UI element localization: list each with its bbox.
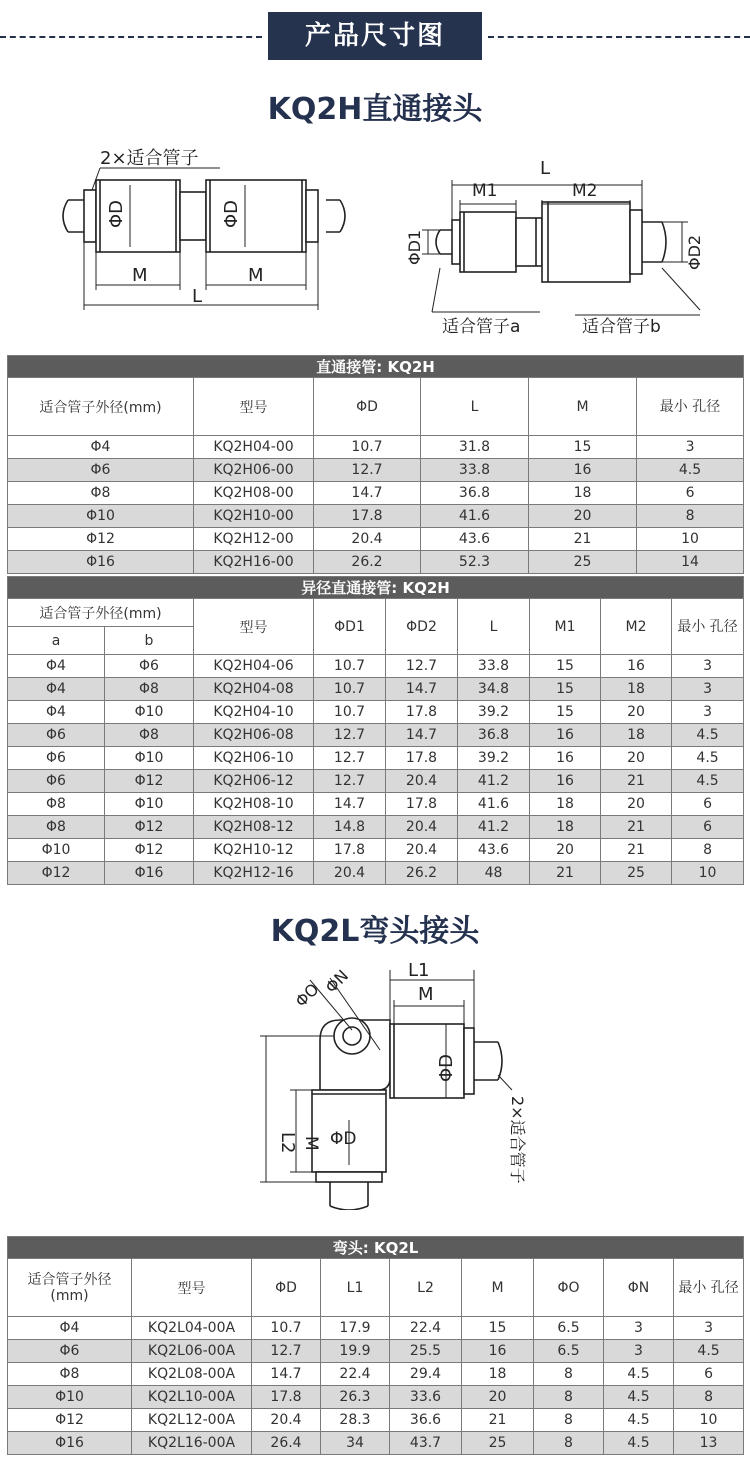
- table1-header-1: 型号: [194, 378, 314, 436]
- diagram1-m-label-right: M: [248, 265, 264, 286]
- diagram3-o-label: ΦO: [291, 979, 323, 1011]
- table-cell: Φ10: [105, 793, 194, 816]
- table-cell: 6: [674, 1363, 744, 1386]
- table-cell: 36.8: [458, 724, 530, 747]
- table2-header-b: b: [105, 627, 194, 655]
- table-cell: 21: [601, 839, 672, 862]
- table-cell: 14.7: [314, 482, 421, 505]
- table-cell: 4.5: [604, 1363, 674, 1386]
- table-cell: 20: [601, 793, 672, 816]
- table-cell: KQ2H08-00: [194, 482, 314, 505]
- table-cell: 15: [462, 1317, 534, 1340]
- table-cell: 39.2: [458, 701, 530, 724]
- diagram3-d-bottom-label: ΦD: [330, 1129, 357, 1149]
- table-cell: Φ10: [105, 701, 194, 724]
- table-cell: Φ8: [8, 1363, 132, 1386]
- table-cell: 14.7: [386, 724, 458, 747]
- table3-header-7: ΦN: [604, 1259, 674, 1317]
- table3-header-5: M: [462, 1259, 534, 1317]
- table-cell: KQ2H06-08: [194, 724, 314, 747]
- table-cell: 15: [530, 655, 601, 678]
- table-cell: 43.6: [458, 839, 530, 862]
- section-banner: [0, 0, 750, 76]
- table-cell: Φ12: [8, 1409, 132, 1432]
- table2-header-0: 型号: [194, 599, 314, 655]
- table-cell: 18: [529, 482, 637, 505]
- table-cell: 26.2: [314, 551, 421, 574]
- table-cell: 3: [672, 655, 744, 678]
- table3-header-0: 适合管子外径 (mm): [8, 1259, 132, 1317]
- table-cell: 20.4: [314, 862, 386, 885]
- table-cell: KQ2L06-00A: [132, 1340, 252, 1363]
- table-cell: 8: [674, 1386, 744, 1409]
- diagram2-m1-label: M1: [472, 181, 498, 201]
- table-cell: 20.4: [386, 770, 458, 793]
- table-cell: 21: [601, 816, 672, 839]
- table-cell: 18: [462, 1363, 534, 1386]
- table-cell: 16: [530, 724, 601, 747]
- table-row: [8, 1432, 744, 1455]
- table-cell: 21: [529, 528, 637, 551]
- table-cell: 17.8: [252, 1386, 321, 1409]
- table-cell: 4.5: [672, 724, 744, 747]
- table-cell: 8: [534, 1409, 604, 1432]
- table-cell: Φ16: [8, 551, 194, 574]
- table1-header-5: 最小 孔径: [637, 378, 744, 436]
- table1-header-3: L: [421, 378, 529, 436]
- table-row: [8, 1386, 744, 1409]
- table-cell: 26.2: [386, 862, 458, 885]
- diagram3-d-right-label: ΦD: [436, 1053, 457, 1082]
- diagram3-tube-label: 2×适合管子: [508, 1096, 527, 1184]
- table-cell: 8: [637, 505, 744, 528]
- table-cell: 20: [462, 1386, 534, 1409]
- table-cell: 6.5: [534, 1340, 604, 1363]
- table-row: [8, 701, 744, 724]
- table-cell: 15: [530, 678, 601, 701]
- table-cell: Φ16: [105, 862, 194, 885]
- table1-header-0: 适合管子外径(mm): [8, 378, 194, 436]
- table-cell: 4.5: [604, 1386, 674, 1409]
- table-cell: 21: [601, 770, 672, 793]
- diagram3-l1-label: L1: [408, 960, 430, 981]
- table3-header-4: L2: [390, 1259, 462, 1317]
- kq2h-heading: KQ2H直通接头: [267, 92, 483, 127]
- table-cell: KQ2H04-06: [194, 655, 314, 678]
- table-cell: 13: [674, 1432, 744, 1455]
- table-cell: 22.4: [321, 1363, 390, 1386]
- table2-header-5: M2: [601, 599, 672, 655]
- table-cell: KQ2H08-10: [194, 793, 314, 816]
- diagram1-m-label-left: M: [132, 265, 148, 286]
- table-cell: KQ2H06-12: [194, 770, 314, 793]
- table-cell: KQ2H04-00: [194, 436, 314, 459]
- table-cell: 16: [530, 747, 601, 770]
- diagram2-d2-label: ΦD2: [685, 234, 704, 270]
- table-cell: 34: [321, 1432, 390, 1455]
- table-row: [8, 1340, 744, 1363]
- table-cell: Φ8: [105, 724, 194, 747]
- table-row: [8, 839, 744, 862]
- table-cell: 26.4: [252, 1432, 321, 1455]
- table-cell: 10: [674, 1409, 744, 1432]
- table-cell: KQ2H04-10: [194, 701, 314, 724]
- table-cell: 20: [530, 839, 601, 862]
- table-cell: Φ10: [8, 839, 105, 862]
- table-row: [8, 505, 744, 528]
- table-cell: 12.7: [314, 724, 386, 747]
- table-cell: 12.7: [314, 459, 421, 482]
- table-cell: Φ6: [8, 1340, 132, 1363]
- banner-dash-right: [488, 36, 750, 38]
- kq2l-heading: KQ2L弯头接头: [270, 914, 480, 949]
- table-row: [8, 528, 744, 551]
- table-cell: 6: [637, 482, 744, 505]
- table-row: [8, 678, 744, 701]
- table-cell: 20.4: [386, 816, 458, 839]
- table-cell: 17.8: [386, 793, 458, 816]
- table-cell: 14: [637, 551, 744, 574]
- banner-dash-left: [0, 36, 262, 38]
- table-cell: KQ2H06-10: [194, 747, 314, 770]
- table-row: [8, 816, 744, 839]
- table-cell: KQ2L10-00A: [132, 1386, 252, 1409]
- table-row: [8, 1409, 744, 1432]
- table-cell: 18: [601, 724, 672, 747]
- table-cell: 25: [462, 1432, 534, 1455]
- table-cell: 39.2: [458, 747, 530, 770]
- table-row: [8, 459, 744, 482]
- table-cell: 15: [530, 701, 601, 724]
- table-cell: 36.6: [390, 1409, 462, 1432]
- table-cell: 17.8: [314, 505, 421, 528]
- table2-header-1: ΦD1: [314, 599, 386, 655]
- table2-header-group: 适合管子外径(mm): [8, 599, 194, 627]
- table-cell: 10.7: [314, 678, 386, 701]
- table-cell: Φ10: [8, 1386, 132, 1409]
- table-cell: 20.4: [386, 839, 458, 862]
- diagram2-d1-label: ΦD1: [405, 229, 424, 265]
- table-cell: KQ2H12-00: [194, 528, 314, 551]
- kq2h-reducer-table: [7, 576, 744, 885]
- table-cell: Φ4: [8, 1317, 132, 1340]
- diagram1-tube-label: 2×适合管子: [100, 148, 199, 169]
- table-cell: 14.7: [314, 793, 386, 816]
- table-cell: 6: [672, 793, 744, 816]
- table-cell: KQ2H16-00: [194, 551, 314, 574]
- table-cell: 8: [534, 1363, 604, 1386]
- table3-caption: 弯头: KQ2L: [8, 1237, 744, 1259]
- table-cell: KQ2L12-00A: [132, 1409, 252, 1432]
- table-row: [8, 1317, 744, 1340]
- table-cell: Φ10: [105, 747, 194, 770]
- kq2h-reducer-diagram: [400, 150, 710, 340]
- diagram3-m-top-label: M: [418, 984, 434, 1005]
- table-cell: KQ2L08-00A: [132, 1363, 252, 1386]
- table-row: [8, 862, 744, 885]
- table3-header-2: ΦD: [252, 1259, 321, 1317]
- table-cell: Φ12: [8, 528, 194, 551]
- table-cell: 33.8: [421, 459, 529, 482]
- kq2l-elbow-diagram: [250, 960, 550, 1210]
- table-cell: KQ2H08-12: [194, 816, 314, 839]
- table-row: [8, 1363, 744, 1386]
- table-row: [8, 770, 744, 793]
- table2-header-3: L: [458, 599, 530, 655]
- table-cell: 18: [530, 816, 601, 839]
- table-cell: Φ12: [105, 816, 194, 839]
- table-row: [8, 655, 744, 678]
- table-cell: 8: [534, 1432, 604, 1455]
- table-cell: Φ4: [8, 436, 194, 459]
- table-cell: 41.2: [458, 770, 530, 793]
- table-cell: Φ12: [105, 839, 194, 862]
- table-cell: 15: [529, 436, 637, 459]
- table-cell: 3: [637, 436, 744, 459]
- diagram1-d-label-left: ΦD: [106, 199, 127, 228]
- table-cell: 3: [674, 1317, 744, 1340]
- table-cell: KQ2L04-00A: [132, 1317, 252, 1340]
- kq2h-straight-table: [7, 355, 744, 574]
- diagram2-tube-b-label: 适合管子b: [582, 317, 661, 337]
- table1-header-4: M: [529, 378, 637, 436]
- table-cell: 16: [529, 459, 637, 482]
- table-cell: 4.5: [674, 1340, 744, 1363]
- diagram1-d-label-right: ΦD: [221, 199, 242, 228]
- table-cell: Φ6: [8, 747, 105, 770]
- table-cell: Φ8: [8, 816, 105, 839]
- table-cell: KQ2H10-00: [194, 505, 314, 528]
- diagram3-n-label: ΦN: [321, 966, 353, 997]
- table-cell: 12.7: [252, 1340, 321, 1363]
- table3-header-8: 最小 孔径: [674, 1259, 744, 1317]
- table-cell: 8: [672, 839, 744, 862]
- table-row: [8, 551, 744, 574]
- table-cell: 3: [672, 701, 744, 724]
- table-cell: 14.7: [386, 678, 458, 701]
- table-cell: 17.8: [386, 747, 458, 770]
- table-cell: Φ16: [8, 1432, 132, 1455]
- table-cell: 25.5: [390, 1340, 462, 1363]
- table-cell: 20: [601, 701, 672, 724]
- table-cell: 4.5: [604, 1409, 674, 1432]
- table-cell: 20.4: [252, 1409, 321, 1432]
- table-cell: Φ8: [8, 482, 194, 505]
- table3-header-1: 型号: [132, 1259, 252, 1317]
- table-cell: 10.7: [314, 701, 386, 724]
- table-cell: 10.7: [252, 1317, 321, 1340]
- table-cell: 4.5: [604, 1432, 674, 1455]
- table-row: [8, 482, 744, 505]
- table1-caption: 直通接管: KQ2H: [8, 356, 744, 378]
- table2-header-4: M1: [530, 599, 601, 655]
- table-cell: 26.3: [321, 1386, 390, 1409]
- table-cell: 41.6: [458, 793, 530, 816]
- table-cell: 20: [529, 505, 637, 528]
- diagram2-tube-a-label: 适合管子a: [442, 317, 521, 337]
- table-cell: 22.4: [390, 1317, 462, 1340]
- diagram3-l2-label: L2: [277, 1132, 298, 1154]
- table-cell: 18: [530, 793, 601, 816]
- table-cell: 14.7: [252, 1363, 321, 1386]
- table-cell: 29.4: [390, 1363, 462, 1386]
- table-cell: 41.2: [458, 816, 530, 839]
- table-cell: 19.9: [321, 1340, 390, 1363]
- table-cell: 16: [530, 770, 601, 793]
- table-row: [8, 436, 744, 459]
- diagram3-m-left-label: M: [301, 1136, 321, 1151]
- table-cell: 17.8: [386, 701, 458, 724]
- table-cell: 16: [601, 655, 672, 678]
- table1-header-2: ΦD: [314, 378, 421, 436]
- diagram1-l-label: L: [192, 286, 203, 307]
- table-cell: Φ12: [105, 770, 194, 793]
- table-cell: 34.8: [458, 678, 530, 701]
- table-cell: 18: [601, 678, 672, 701]
- table2-header-2: ΦD2: [386, 599, 458, 655]
- table-cell: 3: [672, 678, 744, 701]
- table-cell: 10: [637, 528, 744, 551]
- table-cell: 25: [529, 551, 637, 574]
- table-cell: 20: [601, 747, 672, 770]
- table2-header-a: a: [8, 627, 105, 655]
- table-cell: Φ8: [8, 793, 105, 816]
- diagram2-m2-label: M2: [572, 181, 598, 201]
- table-cell: 3: [604, 1317, 674, 1340]
- table2-caption: 异径直通接管: KQ2H: [8, 577, 744, 599]
- table-cell: 6: [672, 816, 744, 839]
- table-cell: 20.4: [314, 528, 421, 551]
- kq2h-straight-diagram: [40, 140, 360, 320]
- table-cell: 36.8: [421, 482, 529, 505]
- table-cell: Φ6: [8, 459, 194, 482]
- table-cell: KQ2H04-08: [194, 678, 314, 701]
- diagram2-l-label: L: [540, 158, 551, 179]
- table-cell: 17.8: [314, 839, 386, 862]
- table-cell: 33.6: [390, 1386, 462, 1409]
- table-row: [8, 747, 744, 770]
- table-cell: KQ2H12-16: [194, 862, 314, 885]
- table-row: [8, 724, 744, 747]
- table-cell: KQ2H10-12: [194, 839, 314, 862]
- table-cell: 12.7: [314, 770, 386, 793]
- table3-header-3: L1: [321, 1259, 390, 1317]
- table-cell: KQ2L16-00A: [132, 1432, 252, 1455]
- table-cell: 48: [458, 862, 530, 885]
- table-cell: 14.8: [314, 816, 386, 839]
- table-cell: 10.7: [314, 655, 386, 678]
- table-cell: 10.7: [314, 436, 421, 459]
- table-cell: 8: [534, 1386, 604, 1409]
- banner-title: 产品尺寸图: [268, 12, 482, 60]
- table-cell: 12.7: [314, 747, 386, 770]
- table-cell: 28.3: [321, 1409, 390, 1432]
- table-cell: Φ4: [8, 701, 105, 724]
- table-cell: Φ4: [8, 655, 105, 678]
- table-cell: 43.7: [390, 1432, 462, 1455]
- table-cell: 25: [601, 862, 672, 885]
- table-cell: 43.6: [421, 528, 529, 551]
- kq2l-elbow-table: [7, 1236, 744, 1455]
- table-cell: 10: [672, 862, 744, 885]
- table-cell: 17.9: [321, 1317, 390, 1340]
- table3-header-6: ΦO: [534, 1259, 604, 1317]
- table-cell: 4.5: [637, 459, 744, 482]
- table-cell: Φ8: [105, 678, 194, 701]
- table2-header-6: 最小 孔径: [672, 599, 744, 655]
- table-cell: Φ6: [8, 770, 105, 793]
- table-cell: 4.5: [672, 747, 744, 770]
- table-cell: 41.6: [421, 505, 529, 528]
- table-row: [8, 793, 744, 816]
- table-cell: Φ4: [8, 678, 105, 701]
- table-cell: 6.5: [534, 1317, 604, 1340]
- table-cell: 3: [604, 1340, 674, 1363]
- table-cell: 21: [462, 1409, 534, 1432]
- table-cell: Φ12: [8, 862, 105, 885]
- table-cell: KQ2H06-00: [194, 459, 314, 482]
- table-cell: 21: [530, 862, 601, 885]
- table-cell: 4.5: [672, 770, 744, 793]
- table-cell: Φ6: [8, 724, 105, 747]
- table-cell: 31.8: [421, 436, 529, 459]
- table-cell: 16: [462, 1340, 534, 1363]
- table-cell: 33.8: [458, 655, 530, 678]
- table-cell: 12.7: [386, 655, 458, 678]
- table-cell: 52.3: [421, 551, 529, 574]
- table-cell: Φ10: [8, 505, 194, 528]
- table-cell: Φ6: [105, 655, 194, 678]
